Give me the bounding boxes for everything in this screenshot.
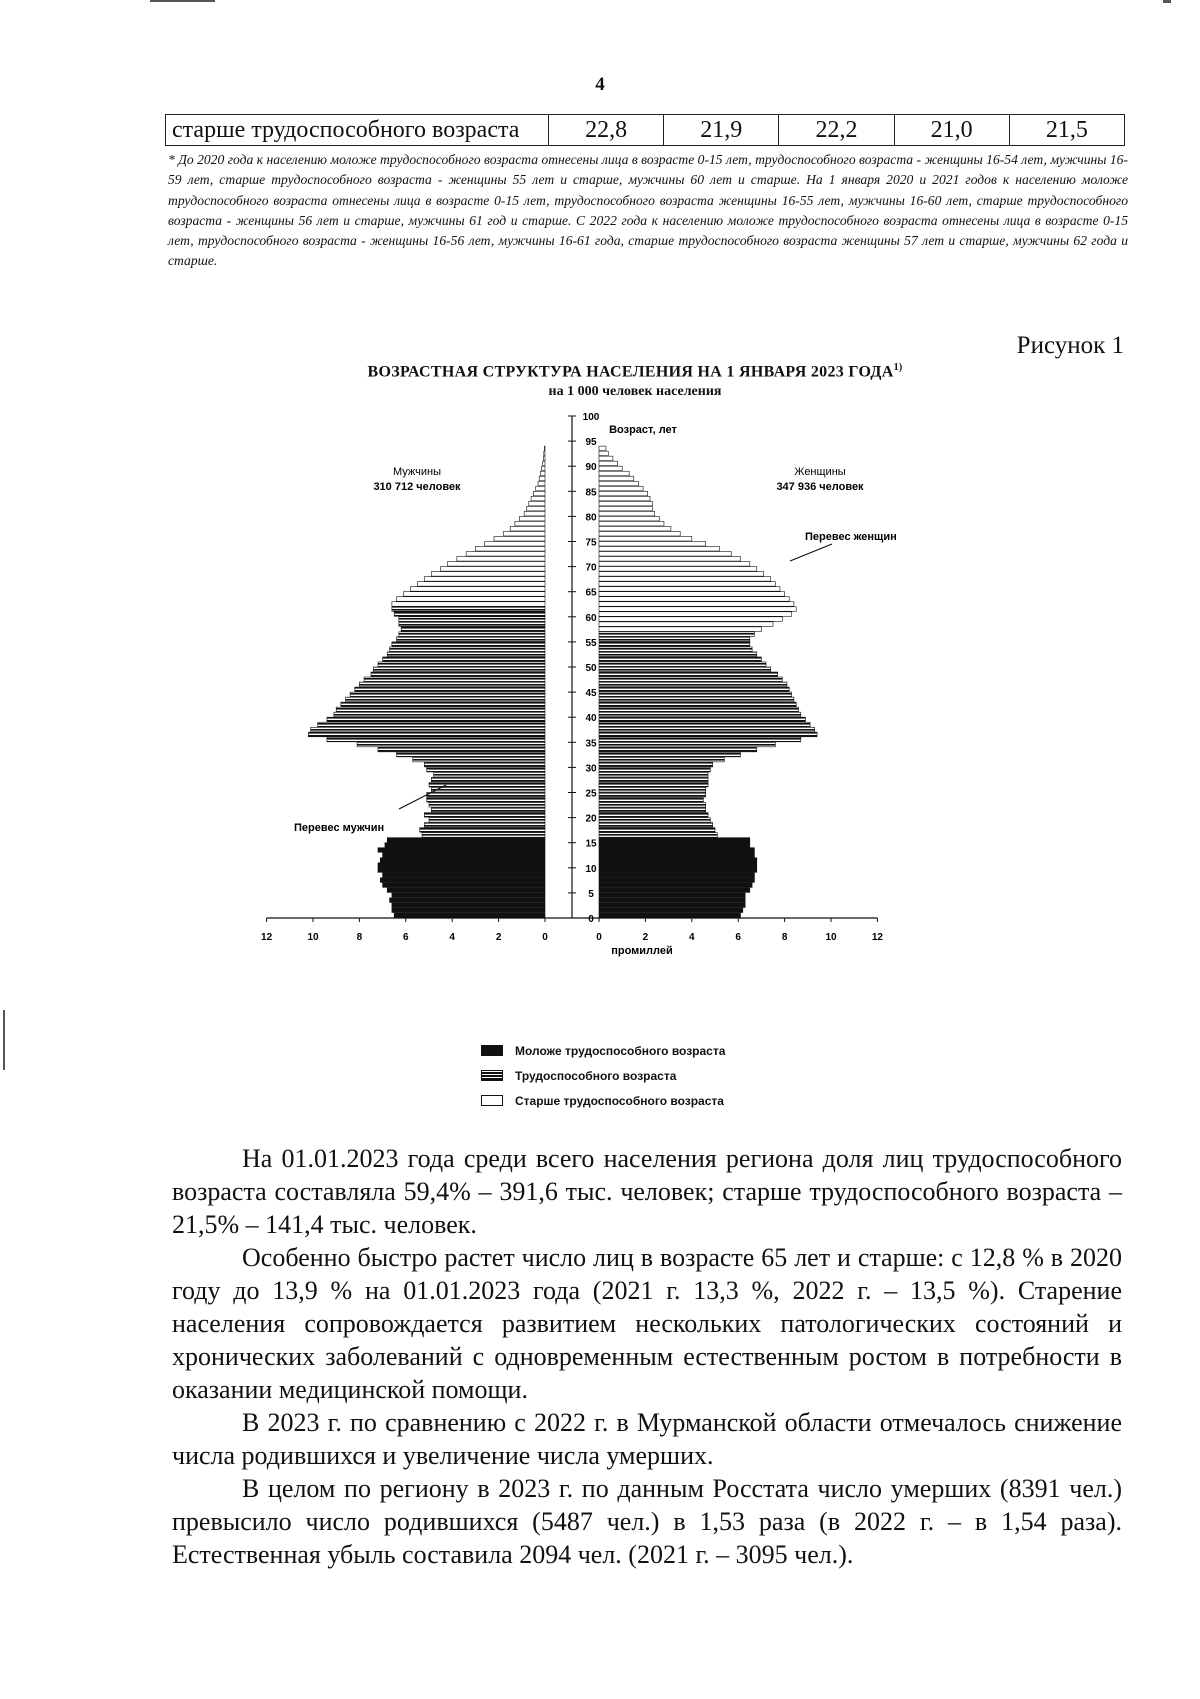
bar-female-1 — [599, 908, 743, 913]
bar-male-18 — [424, 823, 545, 828]
bar-female-31 — [599, 757, 724, 762]
bar-female-47 — [599, 677, 782, 682]
bar-female-11 — [599, 858, 757, 863]
bar-female-60 — [599, 612, 792, 617]
female-excess-leader-line — [790, 544, 832, 561]
male-excess-annotation: Перевес мужчин — [294, 822, 385, 834]
legend-swatch-working — [481, 1070, 503, 1081]
bar-male-11 — [380, 858, 545, 863]
bar-female-27 — [599, 777, 708, 782]
bar-female-50 — [599, 662, 766, 667]
bar-male-80 — [524, 511, 545, 516]
bar-male-66 — [417, 582, 545, 587]
bar-female-36 — [599, 732, 817, 737]
y-tick-label: 85 — [585, 487, 597, 499]
bar-male-9 — [378, 868, 545, 873]
female-group-count: 347 936 человек — [776, 481, 864, 493]
y-tick-label: 75 — [585, 537, 597, 549]
paragraph: В 2023 г. по сравнению с 2022 г. в Мурманской области отмечалось снижение числа родившихся и увеличение числа умерших. — [172, 1408, 1122, 1470]
bar-female-44 — [599, 692, 792, 697]
bar-male-38 — [318, 722, 545, 727]
bar-female-12 — [599, 853, 754, 858]
chart-title-text: ВОЗРАСТНАЯ СТРУКТУРА НАСЕЛЕНИЯ НА 1 ЯНВАРЯ 2023 ГОДА — [367, 363, 894, 381]
x-tick-label-right: 8 — [781, 932, 788, 943]
bar-male-27 — [431, 777, 545, 782]
bar-female-80 — [599, 511, 655, 516]
bar-female-82 — [599, 501, 652, 506]
bar-male-79 — [519, 516, 545, 521]
bar-male-60 — [394, 612, 545, 617]
bar-female-10 — [599, 863, 757, 868]
y-tick-label: 0 — [588, 914, 594, 925]
bar-female-90 — [599, 461, 618, 466]
x-tick-label-left: 0 — [542, 932, 548, 943]
scan-mark-top-right — [1163, 0, 1171, 3]
bar-female-22 — [599, 803, 706, 808]
bar-male-39 — [327, 717, 545, 722]
body-text — [172, 1142, 1122, 1571]
x-tick-label-left: 4 — [449, 932, 455, 943]
bar-male-84 — [533, 491, 545, 496]
bar-female-91 — [599, 456, 613, 461]
bar-female-75 — [599, 536, 692, 541]
bar-male-3 — [390, 898, 545, 903]
bar-female-35 — [599, 737, 801, 742]
bar-male-87 — [539, 476, 545, 481]
bar-female-4 — [599, 893, 745, 898]
summary-table — [165, 114, 1125, 146]
bar-male-93 — [544, 446, 545, 451]
bar-male-46 — [359, 682, 545, 687]
bar-female-39 — [599, 717, 805, 722]
scan-mark-top — [150, 0, 215, 2]
bar-male-72 — [466, 552, 545, 557]
bar-female-0 — [599, 913, 741, 918]
bar-male-19 — [429, 818, 545, 823]
bar-female-61 — [599, 607, 796, 612]
legend-label-working: Трудоспособного возраста — [515, 1068, 677, 1083]
bar-male-33 — [378, 747, 545, 752]
legend-label-young: Моложе трудоспособного возраста — [515, 1043, 726, 1058]
y-tick-label: 100 — [582, 412, 600, 423]
bar-male-8 — [383, 873, 545, 878]
bar-male-44 — [350, 692, 545, 697]
bar-male-53 — [390, 647, 545, 652]
bar-female-13 — [599, 848, 754, 853]
bar-male-21 — [431, 808, 545, 813]
bar-male-63 — [397, 597, 545, 602]
bar-male-4 — [392, 893, 545, 898]
paragraph: На 01.01.2023 года среди всего населения региона доля лиц трудоспособного возраста составляла 59,4% – 391,6 тыс. человек; старше трудоспособного возраста – 21,5% – 141,4 тыс. человек. — [172, 1144, 1122, 1239]
legend-label-old: Старше трудоспособного возраста — [515, 1093, 724, 1108]
chart-subtitle: на 1 000 человек населения — [548, 384, 722, 399]
bar-male-13 — [378, 848, 545, 853]
chart-title — [0, 362, 1200, 381]
bar-male-51 — [383, 657, 545, 662]
bar-male-64 — [403, 592, 545, 597]
bar-female-42 — [599, 702, 796, 707]
y-tick-label: 25 — [585, 788, 597, 800]
bar-male-37 — [311, 727, 545, 732]
bar-female-7 — [599, 878, 754, 883]
bar-female-74 — [599, 542, 706, 547]
bar-female-81 — [599, 506, 652, 511]
x-tick-label-right: 6 — [735, 932, 741, 943]
bar-female-15 — [599, 838, 750, 843]
bar-female-5 — [599, 888, 750, 893]
male-group-count: 310 712 человек — [373, 481, 461, 493]
bar-female-52 — [599, 652, 757, 657]
bar-male-77 — [510, 526, 545, 531]
y-tick-label: 35 — [585, 738, 597, 750]
bar-female-87 — [599, 476, 634, 481]
bar-female-40 — [599, 712, 801, 717]
bar-male-6 — [383, 883, 545, 888]
bar-female-62 — [599, 602, 794, 607]
bar-female-71 — [599, 557, 741, 562]
y-tick-label: 15 — [585, 838, 597, 850]
bar-male-62 — [392, 602, 545, 607]
bar-female-92 — [599, 451, 608, 456]
bar-female-30 — [599, 762, 713, 767]
bar-male-75 — [494, 536, 545, 541]
page-number: 4 — [595, 74, 605, 95]
table-cell: 21,9 — [664, 115, 779, 146]
bar-female-54 — [599, 642, 750, 647]
bar-female-73 — [599, 547, 720, 552]
bar-male-78 — [515, 521, 545, 526]
bar-female-66 — [599, 582, 775, 587]
bar-male-28 — [434, 772, 545, 777]
bar-male-45 — [355, 687, 545, 692]
chart-legend — [481, 1038, 725, 1113]
bar-male-56 — [399, 632, 545, 637]
bar-male-5 — [387, 888, 545, 893]
bar-male-92 — [544, 451, 545, 456]
y-tick-label: 30 — [585, 763, 597, 775]
bar-male-20 — [424, 813, 545, 818]
bar-male-82 — [529, 501, 545, 506]
y-tick-label: 80 — [585, 512, 597, 524]
bar-female-78 — [599, 521, 664, 526]
bar-female-3 — [599, 898, 745, 903]
chart-title-footnote-mark: 1) — [893, 362, 903, 373]
bar-male-1 — [392, 908, 545, 913]
legend-item-old — [481, 1088, 725, 1113]
male-group-label: Мужчины — [392, 466, 442, 478]
bar-female-29 — [599, 767, 710, 772]
bar-male-59 — [399, 617, 545, 622]
bar-female-84 — [599, 491, 648, 496]
table-cell: 22,8 — [549, 115, 664, 146]
bar-female-24 — [599, 793, 706, 798]
bar-female-33 — [599, 747, 757, 752]
bar-male-81 — [526, 506, 545, 511]
bar-male-26 — [429, 782, 545, 787]
bar-male-35 — [327, 737, 545, 742]
paragraph: В целом по региону в 2023 г. по данным Росстата число умерших (8391 чел.) превысило число родившихся (5487 чел.) в 1,53 раза (в 2022 г. – в 1,54 раза). Естественная убыль составила 2094 чел. (2021 г. – 3095 чел.). — [172, 1474, 1122, 1569]
bar-female-23 — [599, 798, 703, 803]
bar-male-41 — [336, 707, 545, 712]
bar-female-58 — [599, 622, 773, 627]
bar-male-24 — [427, 793, 545, 798]
bar-male-22 — [429, 803, 545, 808]
y-tick-label: 45 — [585, 688, 597, 700]
bar-female-79 — [599, 516, 659, 521]
y-tick-label: 5 — [588, 888, 594, 900]
legend-swatch-old — [481, 1095, 503, 1106]
bar-male-0 — [394, 913, 545, 918]
bar-female-53 — [599, 647, 752, 652]
y-axis-label: Возраст, лет — [609, 424, 677, 436]
bar-male-7 — [380, 878, 545, 883]
bar-female-34 — [599, 742, 775, 747]
bar-female-85 — [599, 486, 643, 491]
bar-female-86 — [599, 481, 638, 486]
bar-female-2 — [599, 903, 745, 908]
bar-female-51 — [599, 657, 761, 662]
bar-male-70 — [448, 562, 545, 567]
bar-male-34 — [357, 742, 545, 747]
scan-mark-left — [3, 1010, 5, 1070]
bar-female-48 — [599, 672, 778, 677]
bar-male-76 — [503, 531, 545, 536]
bar-male-32 — [397, 752, 545, 757]
bar-male-65 — [410, 587, 545, 592]
bar-female-63 — [599, 597, 789, 602]
bar-male-67 — [424, 577, 545, 582]
y-tick-label: 50 — [585, 663, 597, 674]
table-row — [166, 115, 1125, 146]
bar-male-12 — [383, 853, 545, 858]
legend-swatch-young — [481, 1045, 503, 1056]
bars-layer — [308, 446, 817, 917]
bar-female-56 — [599, 632, 754, 637]
bar-female-20 — [599, 813, 708, 818]
y-tick-label: 10 — [585, 863, 597, 875]
bar-male-14 — [385, 843, 545, 848]
bar-female-55 — [599, 637, 750, 642]
footnote: * До 2020 года к населению моложе трудоспособного возраста отнесены лица в возрасте 0-15 лет, трудоспособного возраста - женщины 16-54 лет, мужчины 16-59 лет, старше трудоспособного возраста - женщины 55 лет и старше, мужчины 60 лет и старше. На 1 января 2020 и 2021 годов к населению моложе трудоспособного возраста отнесены лица в возрасте 0-15 лет, трудоспособного возраста женщины 16-55 лет, мужчины 16-60 лет, старше трудоспособного возраста - женщины 56 лет и старше, мужчины 61 год и старше. С 2022 года к населению моложе трудоспособного возраста отнесены лица в возрасте 0-15 лет, трудоспособного возраста - женщины 16-56 лет, мужчины 16-61 года, старше трудоспособного возраста женщины 57 лет и старше, мужчины 62 года и старше. — [168, 152, 1128, 269]
bar-male-23 — [427, 798, 545, 803]
bar-male-68 — [431, 572, 545, 577]
bar-male-71 — [457, 557, 545, 562]
y-tick-label: 20 — [585, 813, 597, 825]
bar-female-76 — [599, 531, 680, 536]
bar-male-47 — [364, 677, 545, 682]
table-cell: 22,2 — [779, 115, 894, 146]
bar-female-37 — [599, 727, 815, 732]
bar-female-70 — [599, 562, 750, 567]
bar-male-55 — [397, 637, 545, 642]
female-group-label: Женщины — [794, 466, 846, 478]
x-tick-label-left: 6 — [403, 932, 409, 943]
x-tick-label-left: 10 — [307, 932, 319, 943]
bar-female-72 — [599, 552, 731, 557]
bar-male-74 — [485, 542, 545, 547]
row-label: старше трудоспособного возраста — [166, 115, 549, 146]
bar-female-68 — [599, 572, 764, 577]
bar-female-43 — [599, 697, 794, 702]
bar-male-69 — [441, 567, 545, 572]
bar-female-64 — [599, 592, 785, 597]
bar-female-49 — [599, 667, 771, 672]
bar-male-57 — [401, 627, 545, 632]
x-tick-label-left: 12 — [261, 932, 273, 943]
female-excess-annotation: Перевес женщин — [805, 531, 897, 543]
y-tick-label: 70 — [585, 562, 597, 574]
bar-male-25 — [431, 787, 545, 792]
x-tick-label-right: 0 — [596, 932, 602, 943]
bar-male-48 — [371, 672, 545, 677]
bar-female-6 — [599, 883, 752, 888]
bar-male-42 — [341, 702, 545, 707]
bar-female-9 — [599, 868, 757, 873]
table-cell: 21,5 — [1009, 115, 1124, 146]
bar-female-67 — [599, 577, 771, 582]
bar-male-54 — [392, 642, 545, 647]
y-tick-label: 90 — [585, 462, 597, 474]
bar-male-40 — [334, 712, 545, 717]
bar-female-16 — [599, 833, 717, 838]
bar-female-65 — [599, 587, 780, 592]
bar-male-73 — [475, 547, 545, 552]
bar-female-88 — [599, 471, 629, 476]
legend-item-working — [481, 1063, 725, 1088]
bar-female-17 — [599, 828, 715, 833]
population-pyramid-chart — [260, 405, 980, 1035]
bar-male-49 — [373, 667, 545, 672]
figure-caption: Рисунок 1 — [1016, 332, 1124, 359]
legend-item-young — [481, 1038, 725, 1063]
x-tick-label-right: 10 — [825, 932, 837, 943]
bar-male-50 — [378, 662, 545, 667]
bar-female-19 — [599, 818, 710, 823]
bar-female-69 — [599, 567, 757, 572]
bar-female-14 — [599, 843, 750, 848]
bar-female-89 — [599, 466, 622, 471]
x-tick-label-right: 4 — [689, 932, 695, 943]
bar-female-8 — [599, 873, 754, 878]
bar-male-43 — [345, 697, 545, 702]
bar-male-85 — [536, 486, 545, 491]
bar-male-30 — [424, 762, 545, 767]
table-cell: 21,0 — [894, 115, 1009, 146]
bar-male-83 — [531, 496, 545, 501]
bar-female-25 — [599, 787, 706, 792]
bar-male-36 — [308, 732, 545, 737]
x-tick-label-left: 2 — [495, 932, 502, 943]
y-tick-label: 65 — [585, 587, 597, 599]
bar-male-52 — [387, 652, 545, 657]
bar-female-59 — [599, 617, 782, 622]
y-tick-label: 60 — [585, 612, 597, 624]
bar-female-38 — [599, 722, 810, 727]
y-tick-label: 95 — [585, 437, 597, 449]
y-tick-label: 55 — [585, 637, 597, 649]
bar-female-83 — [599, 496, 650, 501]
x-axis-label: промиллей — [611, 945, 673, 957]
bar-female-45 — [599, 687, 789, 692]
bar-male-89 — [542, 466, 545, 471]
paragraph: Особенно быстро растет число лиц в возрасте 65 лет и старше: с 12,8 % в 2020 году до 13,9 % на 01.01.2023 года (2021 г. 13,3 %, 2022 г. – 13,5 %). Старение населения сопровождается развитием нескольких патологических состояний и хронических заболеваний с одновременным естественным ростом в потребности в оказании медицинской помощи. — [172, 1243, 1122, 1404]
bar-male-61 — [392, 607, 545, 612]
bar-female-93 — [599, 446, 606, 451]
y-tick-label: 40 — [585, 713, 597, 725]
bar-male-16 — [422, 833, 545, 838]
bar-male-2 — [392, 903, 545, 908]
bar-female-26 — [599, 782, 708, 787]
bar-male-17 — [420, 828, 545, 833]
bar-female-41 — [599, 707, 799, 712]
bar-male-58 — [399, 622, 545, 627]
bar-male-91 — [543, 456, 545, 461]
bar-male-29 — [427, 767, 545, 772]
bar-male-10 — [378, 863, 545, 868]
bar-female-32 — [599, 752, 741, 757]
bar-female-46 — [599, 682, 787, 687]
bar-female-18 — [599, 823, 713, 828]
x-tick-label-right: 12 — [871, 932, 883, 943]
bar-male-15 — [387, 838, 545, 843]
bar-female-28 — [599, 772, 708, 777]
bar-female-77 — [599, 526, 671, 531]
bar-male-88 — [540, 471, 545, 476]
bar-male-86 — [538, 481, 545, 486]
bar-female-57 — [599, 627, 761, 632]
x-tick-label-left: 8 — [356, 932, 363, 943]
x-tick-label-right: 2 — [642, 932, 649, 943]
bar-male-31 — [413, 757, 545, 762]
bar-female-21 — [599, 808, 706, 813]
bar-male-90 — [543, 461, 545, 466]
